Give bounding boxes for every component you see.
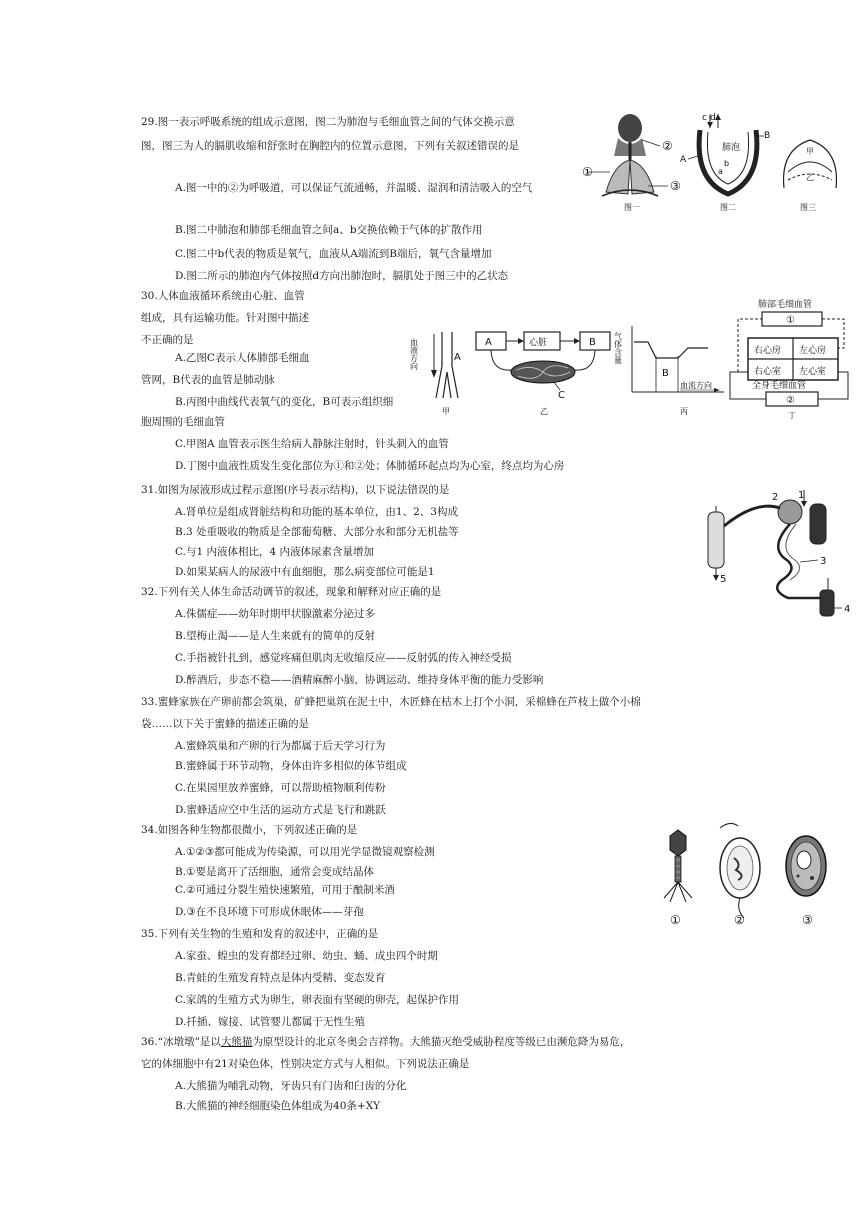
nephron-label-4: 4 (844, 604, 851, 615)
nephron-label-3: 3 (820, 556, 827, 567)
q32-option-d: D.醉酒后，步态不稳——酒精麻醉小脑，协调运动、维持身体平衡的能力受影响 (175, 674, 544, 686)
bing-caption: 丙 (680, 407, 688, 416)
q33-option-b: B.蜜蜂属于环节动物，身体由许多相似的体节组成 (175, 760, 407, 772)
q33-option-c: C.在果园里放养蜜蜂，可以帮助植物顺利传粉 (175, 782, 386, 794)
q32-stem: 32.下列有关人体生命活动调节的叙述，现象和解释对应正确的是 (141, 586, 442, 598)
nephron-label-1: 1 (798, 490, 805, 501)
yi-label-B: B (589, 337, 596, 348)
q33-stem-line1: 33.蜜蜂家族在产卵前都会筑巢，矿蜂把巢筑在泥土中，木匠蜂在枯木上打个小洞，采棉蜂在芦枝上做个小棉 (141, 696, 641, 708)
fig3-label-jia: 甲 (806, 147, 814, 156)
q29-option-b: B.图二中肺泡和肺部毛细血管之间a、b交换依赖于气体的扩散作用 (175, 224, 483, 236)
q30-stem-line3: 不正确的是 (141, 334, 194, 346)
q35-option-d: D.扦插、嫁接、试管婴儿都属于无性生殖 (175, 1016, 365, 1028)
q34-option-c: C.②可通过分裂生殖快速繁殖，可用于酿制米酒 (175, 884, 395, 896)
jia-caption: 甲 (442, 407, 450, 416)
fig2-caption: 图二 (720, 203, 736, 212)
jia-label-A: A (454, 352, 461, 363)
nephron-label-5: 5 (720, 574, 727, 585)
q29-stem-line1: 29.图一表示呼吸系统的组成示意图，图二为肺泡与毛细血管之间的气体交换示意 (141, 116, 515, 128)
q36-option-a: A.大熊猫为哺乳动物，牙齿只有门齿和臼齿的分化 (175, 1080, 407, 1092)
bing-y-label: 气体含量 (613, 332, 623, 364)
diaphragm-diagram (784, 140, 837, 212)
fig2-label-b: b (724, 159, 730, 168)
fig-bing-gas-curve (614, 326, 725, 416)
q35-option-b: B.青蛙的生殖发育特点是体内受精、变态发育 (175, 972, 386, 984)
fig2-label-c: c (702, 113, 707, 123)
yi-heart: 心脏 (529, 338, 548, 348)
fig2-label-A: A (680, 155, 687, 165)
ding-title: 肺部毛细血管 (758, 300, 813, 310)
q30-stem-line2: 组成，具有运输功能。针对图中描述 (141, 312, 309, 324)
ding-right-atrium: 右心房 (754, 346, 782, 356)
q30-option-c: C.甲图A 血管表示医生给病人静脉注射时，针头刺入的血管 (175, 438, 449, 450)
fig2-label-d: d (710, 113, 716, 123)
q36-option-b: B.大熊猫的神经细胞染色体组成为40条+XY (175, 1100, 381, 1112)
q30-option-d: D.丁图中血液性质发生变化部位为①和②处；体肺循环起点均为心室，终点均为心房 (175, 460, 565, 472)
fig3-label-yi: 乙 (806, 173, 814, 182)
q29-figure (584, 110, 846, 212)
q34-option-d: D.③在不良环境下可形成休眠体——芽孢 (175, 906, 364, 918)
fig2-label-B: B (764, 131, 771, 141)
fig2-label-a: a (718, 167, 723, 176)
fig1-caption: 图一 (624, 203, 640, 212)
yi-label-C: C (558, 390, 565, 401)
q33-stem-line2: 袋……以下关于蜜蜂的描述正确的是 (141, 718, 309, 730)
q31-option-d: D.如果某病人的尿液中有血细胞，那么病变部位可能是1 (175, 566, 435, 578)
ding-label-1: ① (786, 315, 795, 326)
ding-caption: 丁 (788, 411, 796, 420)
q34-option-a: A.①②③都可能成为传染源，可以用光学显微镜观察检测 (175, 846, 435, 858)
ding-label-2: ② (786, 395, 795, 406)
fig1-label-1: ① (582, 165, 593, 179)
q30-stem-line1: 30.人体血液循环系统由心脏、血管 (141, 290, 305, 302)
q32-option-c: C.手指被针扎到，感觉疼痛但肌肉无收缩反应——反射弧的传入神经受损 (175, 652, 512, 664)
q36-stem-line2: 它的体细胞中有21对染色体，性别决定方式与人相似。下列说法正确是 (141, 1058, 470, 1070)
q29-stem-line2: 图，图三为人的膈肌收缩和舒张时在胸腔内的位置示意图，下列有关叙述错误的是 (141, 140, 519, 152)
q33-option-d: D.蜜蜂适应空中生活的运动方式是飞行和跳跃 (175, 804, 386, 816)
q36-stem-line1 (141, 1036, 630, 1049)
q29-option-a: A.图一中的②为呼吸道，可以保证气流通畅，并温暖、湿润和清洁吸入的空气 (175, 182, 533, 194)
q33-option-a: A.蜜蜂筑巢和产卵的行为都属于后天学习行为 (175, 740, 386, 752)
alveolus-diagram (680, 113, 770, 212)
q34-option-b: B.①要是离开了活细胞，通常会变成结晶体 (175, 866, 374, 878)
fig3-caption: 图三 (800, 203, 816, 212)
fig2-alveolus: 肺泡 (722, 143, 741, 153)
fig1-label-2: ② (662, 139, 673, 153)
q31-stem: 31.如图为尿液形成过程示意图(序号表示结构)，以下说法错误的是 (141, 484, 450, 496)
q31-nephron-figure (700, 486, 858, 620)
q35-option-a: A.家蚕、蝗虫的发育都经过卵、幼虫、蛹、成虫四个时期 (175, 950, 438, 962)
yeast-cell-icon (786, 836, 826, 927)
q30-option-b-line2: 胞周围的毛细血管 (141, 416, 225, 428)
q30-figure (409, 292, 844, 420)
q34-microbes-figure (650, 818, 830, 930)
q29-option-c: C.图二中b代表的物质是氧气，血液从A端流到B端后，氧气含量增加 (175, 248, 492, 260)
fig1-label-3: ③ (670, 179, 681, 193)
fig-jia-vessel (410, 332, 462, 416)
q31-option-c: C.与1 内液体相比，4 内液体尿素含量增加 (175, 546, 375, 558)
q34-stem: 34.如图各种生物都很微小，下列叙述正确的是 (141, 824, 358, 836)
yi-caption: 乙 (540, 407, 548, 416)
respiratory-system-diagram (582, 114, 681, 212)
q29-option-d: D.图二所示的肺泡内气体按照d方向出肺泡时，膈肌处于图三中的乙状态 (175, 270, 509, 282)
bing-label-B: B (662, 368, 669, 379)
ding-left-ventricle: 左心室 (799, 367, 827, 377)
yi-label-A: A (485, 337, 492, 348)
ding-body-capillaries: 全身毛细血管 (752, 381, 807, 391)
q30-option-b-line1: B.丙图中曲线代表氧气的变化，B可表示组织细 (175, 396, 394, 408)
bing-flow-label: 血流方向 (680, 381, 712, 390)
q31-option-b: B.3 处重吸收的物质是全部葡萄糖、大部分水和部分无机盐等 (175, 526, 459, 538)
ding-left-atrium: 左心房 (799, 346, 827, 356)
q32-option-b: B.望梅止渴——是人生来就有的简单的反射 (175, 630, 376, 642)
ding-right-ventricle: 右心室 (754, 367, 782, 377)
bacterium-icon (720, 823, 760, 927)
nephron-label-2: 2 (772, 492, 779, 503)
q30-option-a-line1: A.乙图C表示人体肺部毛细血 (175, 352, 310, 364)
bacteriophage-icon (664, 830, 692, 927)
q36-stem-pre: 36.“冰墩墩”是以 (141, 1036, 221, 1048)
microbe-label-3: ③ (802, 913, 813, 927)
q35-stem: 35.下列有关生物的生殖和发育的叙述中，正确的是 (141, 928, 379, 940)
microbe-label-1: ① (670, 913, 681, 927)
q36-stem-underlined: 大熊猫 (220, 1036, 253, 1048)
jia-flow-label: 血液方向 (409, 338, 419, 370)
microbe-label-2: ② (734, 913, 745, 927)
q31-option-a: A.肾单位是组成肾脏结构和功能的基本单位，由1、2、3构成 (175, 506, 458, 518)
fig-yi-circulation (476, 332, 610, 416)
q32-option-a: A.侏儒症——幼年时期甲状腺激素分泌过多 (175, 608, 375, 620)
q35-option-c: C.家鸽的生殖方式为卵生，卵表面有坚硬的卵壳，起保护作用 (175, 994, 459, 1006)
fig-ding-double-circulation (730, 298, 848, 420)
q30-option-a-line2: 管网，B代表的血管是肺动脉 (141, 374, 275, 386)
q36-stem-post: 为原型设计的北京冬奥会吉祥物。大熊猫灭绝受威胁程度等级已由濒危降为易危， (252, 1036, 631, 1048)
